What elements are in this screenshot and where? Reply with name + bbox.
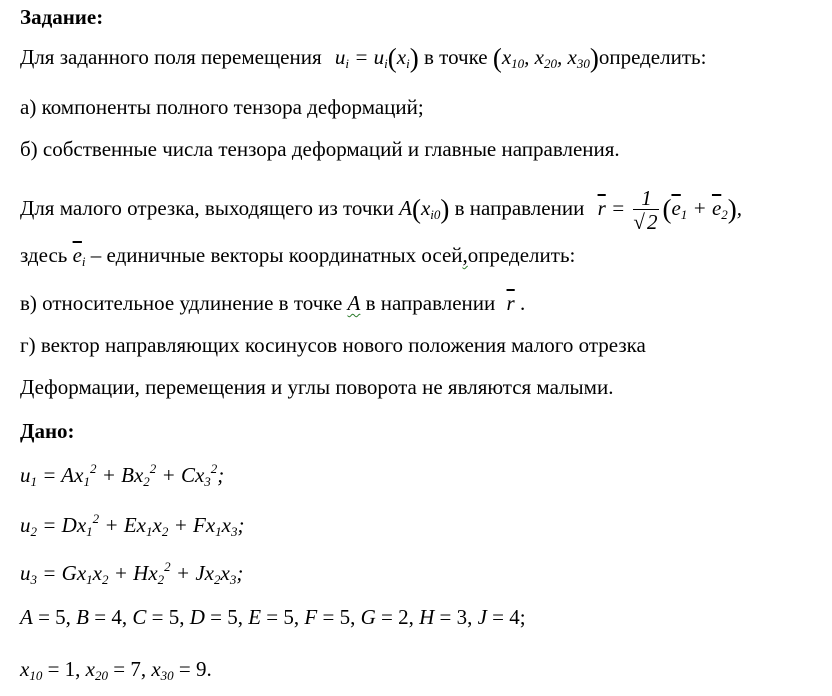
formula-u1: $u_1 = Ax_1^2 + Bx_2^2 + Cx_3^2$; [20,461,225,489]
basis-statement: здесь $\overline{e}_i$ – единичные векторы координатных осей,определить: [20,243,576,269]
direction-vector: $\overline{r}$ [506,291,515,315]
constants-line: A = 5, B = 4, C = 5, D = 5, E = 5, F = 5, G = 2, H = 3, J = 4; [20,605,526,629]
x30-value: 9 [196,657,207,681]
direction-formula: $\overline{r}$ = $\frac{1}{√2}$ $(\overline{e}_1 + \overline{e}_2)$, [597,185,743,234]
const-f: 5 [339,605,351,629]
statement-text: определить: [598,45,707,69]
formula-u2: $u_2 = Dx_1^2 + Ex_1x_2 + Fx_1x_3$; [20,511,245,539]
task-statement [20,44,706,71]
const-c: 5 [168,605,180,629]
task-title: Задание: [20,5,104,29]
basis-text: – единичные векторы координатных осей [90,243,463,267]
point-formula: ($x_{10}$, $x_{20}$, $x_{30}$) [492,43,599,73]
statement-text: в точке [424,45,488,69]
basis-text: здесь [20,243,68,267]
const-a: 5 [55,605,66,629]
formula-u3: $u_3 = Gx_1x_2 + Hx_2^2 + Jx_2x_3$; [20,559,244,587]
basis-text: определить: [467,243,576,267]
displacement-formula: $u_i = u_i(x_i)$ [334,43,419,73]
segment-statement [20,180,742,237]
item-b: б) собственные числа тензора деформаций и главные направления. [20,137,620,161]
point-values-line: $x_{10} = 1$, $x_{20} = 7$, $x_{30} = 9$. [20,657,212,683]
basis-vector-formula: $\overline{e}_i$ [72,243,86,269]
const-d: 5 [227,605,238,629]
const-h: 3 [456,605,468,629]
item-a: а) компоненты полного тензора деформаций; [20,95,424,119]
x10-value: 1 [64,657,76,681]
const-e: 5 [283,605,294,629]
const-j: 4 [509,605,520,629]
point-a-formula: $A(x_{i0})$ [399,194,450,224]
item-g: г) вектор направляющих косинусов нового положения малого отрезка [20,333,646,357]
x20-value: 7 [130,657,141,681]
given-title: Дано: [20,419,75,443]
point-a-label: A [347,291,361,315]
segment-text: Для малого отрезка, выходящего из точки [20,196,394,220]
item-v-text: в) относительное удлинение в точке [20,291,343,315]
item-v-text: в направлении [365,291,496,315]
segment-text: в направлении [454,196,585,220]
const-g: 2 [398,605,409,629]
note: Деформации, перемещения и углы поворота не являются малыми. [20,375,614,399]
const-b: 4 [111,605,122,629]
statement-text: Для заданного поля перемещения [20,45,322,69]
item-v: в) относительное удлинение в точке A в направлении $\overline{r}$ . [20,291,526,315]
